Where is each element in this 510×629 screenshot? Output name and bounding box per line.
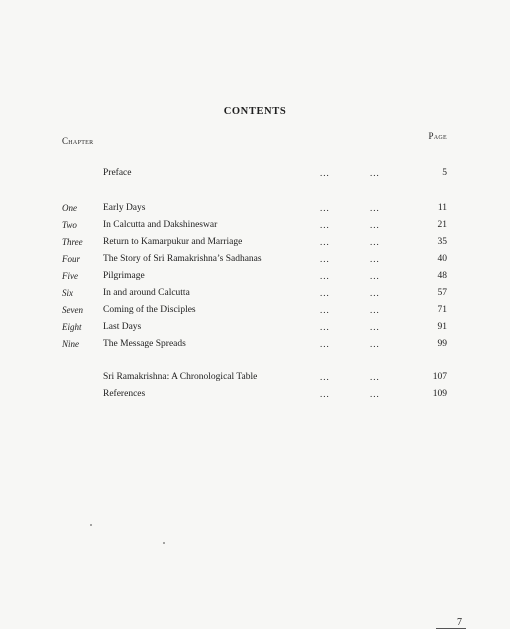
leader-dots: ...: [320, 254, 330, 264]
toc-page-number: 11: [437, 203, 447, 213]
chapter-number: Eight: [62, 322, 82, 332]
leader-dots: ...: [370, 389, 380, 399]
leader-dots: ...: [320, 322, 330, 332]
toc-page-number: 109: [432, 389, 447, 399]
leader-dots: ...: [320, 168, 330, 178]
leader-dots: ...: [370, 288, 380, 298]
toc-page-number: 40: [437, 254, 447, 264]
contents-title: CONTENTS: [223, 106, 287, 117]
paper-speck: [90, 524, 92, 526]
leader-dots: ...: [370, 254, 380, 264]
leader-dots: ...: [320, 372, 330, 382]
chapter-number: Nine: [62, 339, 79, 349]
leader-dots: ...: [320, 288, 330, 298]
leader-dots: ...: [320, 389, 330, 399]
chapter-number: Two: [62, 220, 77, 230]
leader-dots: ...: [370, 372, 380, 382]
toc-row: [0, 200, 510, 216]
toc-page-number: 35: [437, 237, 447, 247]
page-column-header: Page: [428, 131, 447, 141]
toc-row-preface: [0, 165, 510, 181]
chapter-number: Six: [62, 288, 73, 298]
leader-dots: ...: [320, 237, 330, 247]
toc-entry-title: Last Days: [103, 322, 142, 332]
toc-entry-title: In and around Calcutta: [103, 288, 190, 298]
toc-row: [0, 234, 510, 250]
leader-dots: ...: [320, 305, 330, 315]
paper-speck: [163, 542, 165, 544]
chapter-number: Five: [62, 271, 78, 281]
leader-dots: ...: [370, 220, 380, 230]
toc-entry-title: Early Days: [103, 203, 146, 213]
toc-page-number: 48: [437, 271, 447, 281]
toc-row: [0, 251, 510, 267]
leader-dots: ...: [370, 339, 380, 349]
leader-dots: ...: [370, 305, 380, 315]
chapter-number: Three: [62, 237, 83, 247]
toc-entry-title: Preface: [103, 168, 132, 178]
toc-entry-title: Sri Ramakrishna: A Chronological Table: [103, 372, 258, 382]
toc-page-number: 91: [437, 322, 447, 332]
toc-row: [0, 369, 510, 385]
toc-page-number: 71: [437, 305, 447, 315]
toc-page-number: 5: [442, 168, 447, 178]
leader-dots: ...: [320, 203, 330, 213]
toc-entry-title: References: [103, 389, 146, 399]
leader-dots: ...: [370, 237, 380, 247]
toc-entry-title: The Story of Sri Ramakrishna’s Sadhanas: [103, 254, 262, 264]
toc-row: [0, 302, 510, 318]
page-number: 7: [457, 617, 462, 628]
leader-dots: ...: [370, 322, 380, 332]
toc-page-number: 21: [437, 220, 447, 230]
toc-entry-title: Pilgrimage: [103, 271, 145, 281]
leader-dots: ...: [320, 220, 330, 230]
toc-row: [0, 319, 510, 335]
toc-page-number: 107: [432, 372, 447, 382]
leader-dots: ...: [320, 339, 330, 349]
leader-dots: ...: [370, 168, 380, 178]
leader-dots: ...: [370, 203, 380, 213]
toc-row: [0, 217, 510, 233]
toc-entry-title: The Message Spreads: [103, 339, 186, 349]
toc-row: [0, 336, 510, 352]
toc-row: [0, 285, 510, 301]
chapter-number: One: [62, 203, 77, 213]
leader-dots: ...: [320, 271, 330, 281]
toc-entry-title: Coming of the Disciples: [103, 305, 196, 315]
chapter-number: Seven: [62, 305, 83, 315]
chapter-column-header: Chapter: [62, 136, 94, 146]
toc-row: [0, 386, 510, 402]
chapter-number: Four: [62, 254, 80, 264]
toc-entry-title: Return to Kamarpukur and Marriage: [103, 237, 243, 247]
toc-page-number: 99: [437, 339, 447, 349]
leader-dots: ...: [370, 271, 380, 281]
toc-entry-title: In Calcutta and Dakshineswar: [103, 220, 218, 230]
toc-page-number: 57: [437, 288, 447, 298]
toc-row: [0, 268, 510, 284]
